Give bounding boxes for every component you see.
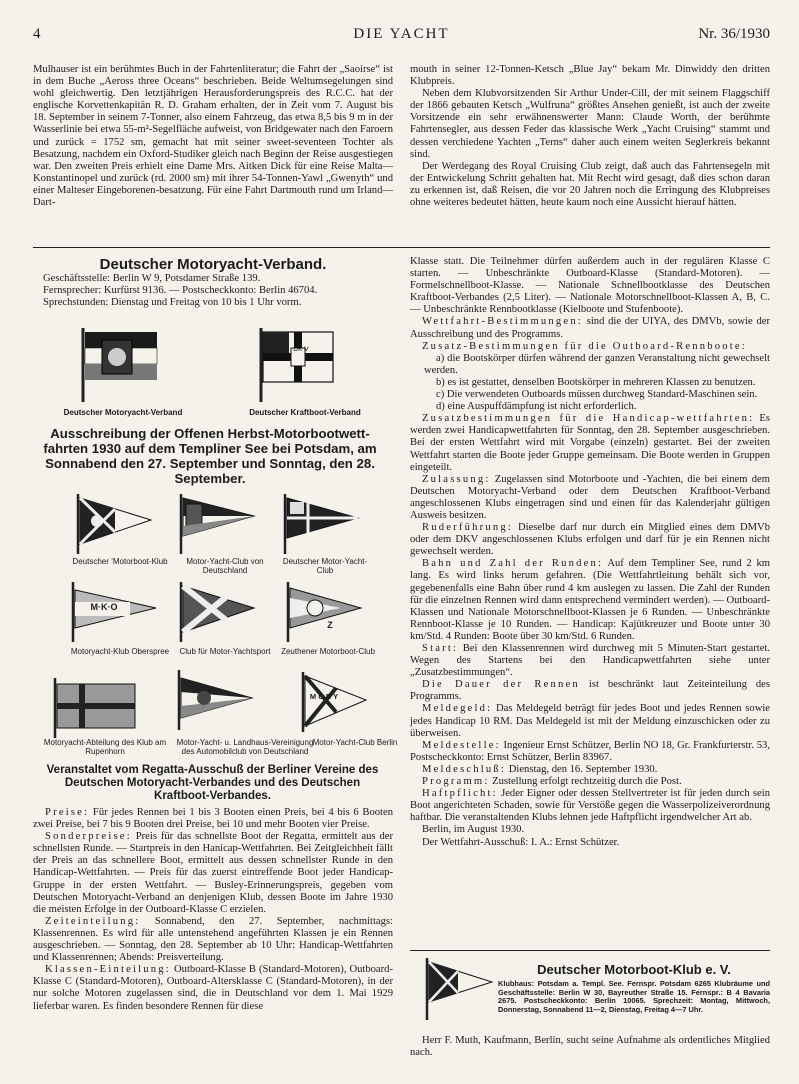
rule-paragraph [410,703,770,739]
rule-heading: Meldestelle: [422,739,501,751]
organizer-heading: Veranstaltet vom Regatta-Ausschuß der Berliner Vereine des Deutschen Motoryacht-Verbandes und des Deutschen Kraftboot-Verbandes. [46,764,379,802]
dkv-flag-icon [258,328,338,402]
rule-heading: Ruderführung: [422,522,513,534]
pennant-caption: Motoryacht-Klub Oberspree [70,647,170,656]
rule-text: Klasse statt. Die Teilnehmer dürfen außerdem auch in der regulären Klasse C starten. — Unbeschränkte Outboard-Klasse (Standard-Motoren). — Formelschnellboot-Klasse. — Nationale Schnellbootklasse des Deutschen Kraftboot-Verbandes (2,5 Liter). — Nationale Motorschnellboot-Klassen A, B, C. — Unbeschränkte Rennbootklasse (Kielboote und Stufenboote). [410,256,770,316]
page-number: 4 [33,26,41,42]
rule-text: Dienstag, den 16. September 1930. [508,763,658,775]
dmv-header [33,256,393,309]
rule-paragraph [410,764,770,776]
pennant-caption: Deutscher ’Motorboot-Klub [72,557,168,566]
rule-heading: Programm: [422,776,490,788]
rule-text: Outboard-Klasse B (Standard-Motoren), Outboard-Klasse C (Standard-Motoren), Outboard-Altersklasse C (Standard-Motoren), in der nur solche Motoren zugelassen sind, die in Deutschland vor dem 1. Mai 1929 lieferbar waren. Es finden besondere Rennen für diese [33,964,393,1012]
rule-heading: Zusatz-Bestimmungen für die Outboard-Rennboote: [422,340,747,352]
pennant-letters: Z [327,620,333,630]
rule-text: Ingenieur Ernst Schützer, Berlin NO 18, Gr. Frankfurterstr. 53, Postscheckkonto: Ernst Schützer, Berlin 83967. [410,739,770,763]
dmk-pennant-icon [424,958,494,1020]
pennant-cmy-icon [178,582,258,642]
rule-text: Jeder Eigner oder dessen Stellvertreter ist für jeden durch sein Boot angerichteten Schaden, sowie für Verstöße gegen die Wasserpolizeiverordnung haftbar. Die veranstaltenden Klubs lehnen jede Haftpflicht irgendwelcher Art ab. [410,788,770,824]
paragraph: mouth in seiner 12-Tonnen-Ketsch „Blue Jay“ bekam Mr. Dinwiddy den dritten Klubpreis. [410,64,770,88]
rule-heading: Preise: [45,807,90,818]
section-divider [33,247,770,248]
pennant-letters: M·K·O [90,602,118,612]
dkv-flag-caption: Deutscher Kraftboot-Verband [249,408,361,417]
rule-item: c) Die verwendeten Outboards müssen durchweg Standard-Maschinen sein. [436,389,758,401]
pennant-zmc-icon [285,582,365,642]
rule-text: ist beschränkt laut Zeiteinteilung des Programms. [410,679,770,703]
dmv-flag-caption: Deutscher Motoryacht-Verband [63,408,183,417]
dmv-address [33,273,393,309]
pennant-mycvd-icon [178,494,258,554]
klub-divider [410,950,770,951]
announcement-title: Ausschreibung der Offenen Herbst-Motorbootwett-fahrten 1930 auf dem Templiner See bei Potsdam, am Sonnabend den 27. September und Sonntag, den 28. September. [43,426,377,486]
rule-paragraph [410,413,770,473]
paragraph: Mulhauser ist ein berühmtes Buch in der Fahrtenliteratur; die Fahrt der „Saoirse“ ist in dem Buche „Aeross three Oceans“ beschrieben. Beide Weltumsegelungen sind wohl gleichwertig. Den letztjährigen Herausforderungspreis des R.C.C. hat der englische Korvettenkapitän R. D. Graham erhalten, der in Zeit vom 7. August bis 18. September in seinem 7-Tonner, also einem Fahrzeug, das etwa 8,5 bis 9 m in der Wasserlinie bei etwa 55-m²-Segelfläche aufweist, von Bridgewater nach den Faroern und zurück = 1752 sm, gemacht hat mit seiner sweet-seventeen Tochter als Besatzung, nachdem ein Oxford-Studiker gleich nach Beginn der Reise ausgestiegen war. Den zweiten Preis erhielt eine Dame Mrs. Aitken Dick für eine Reise Malta—Konstantinopel und zurück (rd. 2000 sm) mit ihrer 54-Tonnen-Yawl „Gwenyth“ und einer Malteser Eingeborenen-besatzung. Für eine Fahrt Dartmouth rund um Irland—Dart- [33,64,393,209]
dkv-flag-letters: DK V [293,346,309,353]
dmv-hours: Sprechstunden: Dienstag und Freitag von 10 bis 1 Uhr vorm. [43,297,302,308]
rule-item: b) es ist gestattet, denselben Bootskörper in mehreren Klassen zu benutzen. [436,376,756,388]
rule-text: Das Meldegeld beträgt für jedes Boot und jedes Rennen sowie jedes Handicap 10 RM. Das Meldegeld ist mit der Meldung einzuschicken oder zu überweisen. [410,703,770,739]
rule-heading: Zusatzbestimmungen für die Handicap-wettfahrten: [422,413,755,425]
article-continued-right [410,64,770,209]
pennant-mycb-icon [300,672,370,732]
pennant-avd-icon [176,670,256,730]
issue-number: Nr. 36/1930 [698,26,770,42]
rule-paragraph [410,316,770,340]
rule-heading: Meldegeld: [422,703,493,715]
rule-heading: Die Dauer der Rennen [422,679,580,691]
dmv-phone: Fernsprecher: Kurfürst 9136. — Postscheckkonto: Berlin 46704. [43,285,318,296]
paragraph: Neben dem Klubvorsitzenden Sir Arthur Under-Cill, der mit seinem Flaggschiff der 1866 gebauten Ketsch „Wulfruna“ größtes Ansehen genießt, ist auch der zweite Vorsitzende ein sehr erwähnenswerter Mann: Claude Worth, der berühmte Fahrtensegler, aus dessen Feder das klassische Werk „Yacht Cruising“ stammt und dessen verchiedene Yachten „Terns“ daher auch einem weiten Seglerkreis bekannt sind. [410,88,770,160]
dmk-notice [498,962,770,1014]
rule-heading: Zulassung: [422,473,491,485]
dmk-member-notice [410,1035,770,1059]
rule-text: Zustellung erfolgt rechtzeitig durch die Post. [492,776,682,788]
rule-heading: Wettfahrt-Bestimmungen: [422,316,583,328]
rule-paragraph [410,522,770,558]
rule-heading: Sonderpreise: [45,831,132,843]
dmk-title: Deutscher Motorboot-Klub e. V. [537,962,731,977]
pennant-dmyc-icon [282,494,362,554]
rule-text: Auf dem Templiner See, rund 2 km lang. Es wird links herum gefahren. (Die Wettfahrtleitung behält sich vor, gegebenenfalls eine Bahn über rund 4 km auslegen zu lassen. Die Zahl der Runden für die einzelnen Rennen wird dann entsprechend vermindert werden). — Outboard-Klassen und Nationale Motorschnellboot-Klassen je 6 Runden. — Unbeschränkte Rennboot-Klasse je 10 Runden. — Handicap: Kajütkreuzer und Boote unter 30 km/Std. 4 Runden: Boote über 30 km/Std. 6 Runden. [410,558,770,642]
rule-paragraph [33,916,393,964]
rule-text: Preis für das schnellste Boot der Regatta, ermittelt aus der schnellsten Runde. — Startpreis in den Hanicap-Wettfahrten. Bei Zeitgleichheit fällt der Preis an das schnellere Boot, ermittelt aus dessen schnellster Runde in den Handicap-Wettfahrten. — Preis für das zuerst eintreffende Boot jeder Handicap-Gruppe in der ersten Wettfahrt. — Busley-Erinnerungspreis, gegeben vom Deutschen Motoryacht-Verband an denjenigen Klub, dessen Boote im Jahre 1930 die meisten Erfolge in der Outboard-Klasse C erzielen. [33,831,393,915]
paragraph: Herr F. Muth, Kaufmann, Berlin, sucht seine Aufnahme als ordentliches Mitglied nach. [410,1035,770,1059]
rule-text: Dieselbe darf nur durch ein Mitglied eines dem DMVb oder dem DKV angeschlossenen Klubs erfolgen und darf für je ein Rennen nicht gewechselt werden. [410,522,770,558]
pennant-rupenhorn-icon [52,678,142,738]
rule-heading: Haftpflicht: [422,788,498,800]
page-header [33,26,770,46]
pennant-mko-icon [70,582,160,642]
magazine-title: DIE YACHT [353,26,450,42]
pennant-caption: Motor-Yacht- u. Landhaus-Vereinigung des Automobilclub von Deutschland [176,738,314,756]
rule-paragraph [410,679,770,703]
rule-paragraph [410,788,770,824]
pennant-caption: Motor-Yacht-Club von Deutschland [186,557,264,575]
rule-heading: Meldeschluß: [422,763,507,775]
rule-paragraph [410,256,770,316]
rule-paragraph [410,474,770,522]
rule-paragraph [33,831,393,916]
dmv-flag-icon [80,328,160,402]
pennant-caption: Zeuthener Motorboot-Club [281,647,375,656]
rule-paragraph [33,964,393,1012]
rule-heading: Bahn und Zahl der Runden: [422,558,604,570]
rule-heading: Start: [422,643,459,654]
article-continued-left [33,64,393,209]
rule-item: d) eine Auspuffdämpfung ist nicht erforderlich. [436,401,637,413]
rule-item: a) die Bootskörper dürfen während der ganzen Veranstaltung nicht gewechselt werden. [424,352,770,376]
rule-paragraph [410,341,770,353]
pennant-dmk-icon [75,494,155,554]
rule-text: sind die der UIYA, des DMVb, sowie der Ausschreibung und des Programms. [410,316,770,340]
dmv-title: Deutscher Motoryacht-Verband. [99,256,327,273]
rule-text: Zugelassen sind Motorboote und -Yachten, die bei einem dem Deutschen Motoryacht-Verband oder dem Deutschen Kraftboot-Verband angeschlossenen Klubs eingetragen sind und einen für das Kalenderjahr gültigen Ausweis besitzen. [410,473,770,521]
rule-paragraph [410,558,770,643]
dmv-office: Geschäftsstelle: Berlin W 9, Potsdamer Straße 139. [43,273,261,284]
pennant-caption: Motoryacht-Abteilung des Klub am Rupenhorn [43,738,167,756]
dmk-info: Klubhaus: Potsdam a. Templ. See. Fernspr. Potsdam 6265 Klubräume und Geschäftsstelle: Berlin W 30, Bayreuther Straße 15. Fernspr.: B 4 Bavaria 2675. Postscheckkonto: Berlin 10065. Sprechzeit: Montag, Mittwoch, Donnerstag, Sonnabend 11—2, Dienstag, Freitag 4—7 Uhr. [498,979,770,1014]
paragraph: Der Werdegang des Royal Cruising Club zeigt, daß auch das Fahrtensegeln mit der Entwickelung Schritt gehalten hat. Mit Recht wird gesagt, daß dies schon daran zu erkennen ist, daß Reisen, die vor 20 Jahren noch die Erringung des Klubpreises ohne weiteres bedeutet hätten, heute kaum noch eine Aussicht hierauf hätten. [410,160,770,209]
signature-place: Berlin, im August 1930. [422,824,525,836]
rules-right-column [410,256,770,849]
rule-text: Bei den Klassenrennen wird durchweg mit 5 Minuten-Start gestartet. Wegen des Startens bei den Handicapwettfahrten siehe unter „Zusatzbestimmungen“. [410,643,770,679]
rule-paragraph [410,643,770,679]
rule-paragraph [410,740,770,764]
pennant-caption: Club für Motor-Yachtsport [179,647,271,656]
pennant-letters: M C B Y [309,692,339,701]
pennant-caption: Motor-Yacht-Club Berlin [312,738,398,747]
rule-heading: Klassen-Einteilung: [45,964,171,976]
rule-paragraph [33,807,393,831]
rule-text: Für jedes Rennen bei 1 bis 3 Booten einen Preis, bei 4 bis 6 Booten zwei Preise, bei 7 bis 9 Booten drei Preise, bei 10 und mehr Booten vier Preise. [33,807,394,831]
pennant-caption: Deutscher Motor-Yacht-Club [282,557,368,575]
rule-text: Sonnabend, den 27. September, nachmittags: Klassenrennen. Es wird für alle untenstehend angeführten Klassen je ein Rennen ausgeschrieben. — Sonntag, den 28. September ab 10 Uhr: Handicap-Wettfahrten und Klassenrennen; Abends: Preisverteilung. [33,915,393,964]
rule-text: Es werden zwei Handicapwettfahrten für Sonntag, den 28. September ausgeschrieben. Bei der ersten Wettfahrt wird mit Vorgabe (einzeln) gestartet. Bei der zweiten Wettfahrt starten die Boote jeder Gruppe gemeinsam. Die Boote werden in Gruppen eingeteilt. [410,413,770,473]
rule-heading: Zeiteinteilung: [45,915,141,927]
signature-by: Der Wettfahrt-Ausschuß: I. A.: Ernst Schützer. [422,836,620,848]
rules-left-column [33,807,393,1013]
rule-paragraph [410,776,770,788]
